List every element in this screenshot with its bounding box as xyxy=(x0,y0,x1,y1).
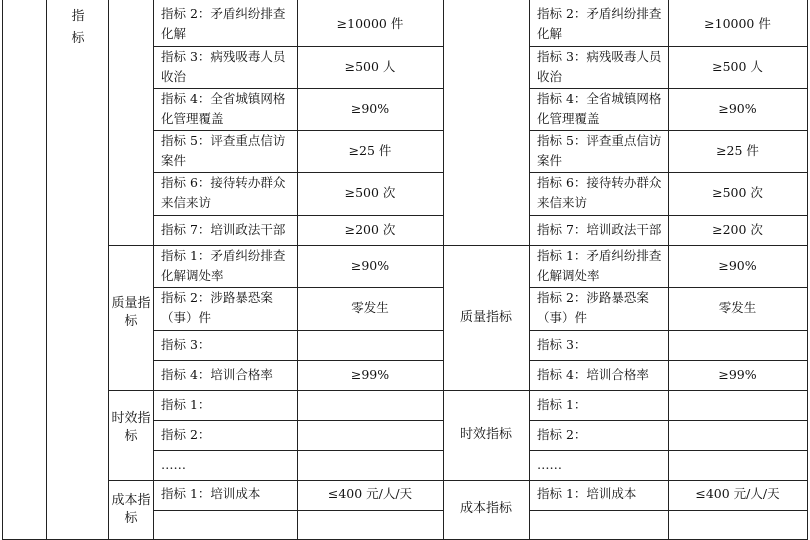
right-cost-label: 指标 1：培训成本 xyxy=(537,486,637,501)
left-quality-label: 指标 2：涉路暴恐案（事）件 xyxy=(161,290,273,325)
left-quality-value: ≥99% xyxy=(350,367,390,382)
left-cost-category: 成本指标 xyxy=(111,493,151,526)
indicator-column-heading: 指标 xyxy=(71,9,85,46)
left-output-label: 指标 7：培训政法干部 xyxy=(161,222,286,237)
left-output-value: ≥25 件 xyxy=(348,143,392,158)
right-cost-category: 成本指标 xyxy=(459,501,512,516)
column-divider xyxy=(443,0,444,540)
left-output-label: 指标 5：评查重点信访案件 xyxy=(161,133,286,168)
right-quality-value: ≥99% xyxy=(718,367,757,382)
right-output-label: 指标 2：矛盾纠纷排查化解 xyxy=(537,6,662,41)
row-divider xyxy=(529,215,807,216)
left-quality-label: 指标 1：矛盾纠纷排查化解调处率 xyxy=(161,248,286,283)
left-quality-value: 零发生 xyxy=(351,300,389,315)
left-quality-label: 指标 3： xyxy=(161,337,211,352)
column-divider xyxy=(153,0,154,540)
left-output-value: ≥90% xyxy=(350,101,390,116)
left-timeliness-category: 时效指标 xyxy=(111,411,151,444)
right-timeliness-category: 时效指标 xyxy=(459,427,512,442)
left-output-value: ≥200 次 xyxy=(344,222,396,237)
right-quality-category: 质量指标 xyxy=(459,310,512,325)
group-divider xyxy=(108,480,443,481)
left-timeliness-label: …… xyxy=(161,457,186,472)
group-divider xyxy=(443,390,807,391)
right-output-value: ≥500 人 xyxy=(712,59,763,74)
left-timeliness-label: 指标 2： xyxy=(161,427,211,442)
row-divider xyxy=(153,420,443,421)
row-divider xyxy=(529,510,807,511)
left-cost-value: ≤400 元/人/天 xyxy=(327,486,413,501)
right-quality-label: 指标 1：矛盾纠纷排查化解调处率 xyxy=(537,248,662,283)
left-quality-label: 指标 4：培训合格率 xyxy=(161,367,273,382)
left-output-value: ≥500 次 xyxy=(344,185,396,200)
row-divider xyxy=(153,360,443,361)
right-quality-value: 零发生 xyxy=(718,300,757,315)
right-output-label: 指标 4：全省城镇网格化管理覆盖 xyxy=(537,91,662,126)
row-divider xyxy=(529,360,807,361)
row-divider xyxy=(153,215,443,216)
left-output-label: 指标 6：接待转办群众来信来访 xyxy=(161,175,286,210)
right-output-label: 指标 5：评查重点信访案件 xyxy=(537,133,662,168)
right-output-value: ≥500 次 xyxy=(712,185,763,200)
left-timeliness-label: 指标 1： xyxy=(161,397,211,412)
right-output-value: ≥200 次 xyxy=(712,222,763,237)
left-output-label: 指标 3：病残吸毒人员收治 xyxy=(161,49,286,84)
row-divider xyxy=(153,510,443,511)
row-divider xyxy=(153,330,443,331)
left-output-value: ≥10000 件 xyxy=(336,16,404,31)
right-quality-label: 指标 4：培训合格率 xyxy=(537,367,649,382)
left-output-label: 指标 4：全省城镇网格化管理覆盖 xyxy=(161,91,286,126)
row-divider xyxy=(529,420,807,421)
left-cost-label: 指标 1：培训成本 xyxy=(161,486,261,501)
right-timeliness-label: …… xyxy=(537,457,562,472)
right-output-value: ≥90% xyxy=(718,101,757,116)
column-divider xyxy=(108,0,109,540)
table-border-left xyxy=(2,0,3,540)
right-output-label: 指标 6：接待转办群众来信来访 xyxy=(537,175,662,210)
column-divider xyxy=(529,0,530,540)
row-divider xyxy=(297,46,443,47)
right-quality-label: 指标 2：涉路暴恐案（事）件 xyxy=(537,290,649,325)
right-cost-value: ≤400 元/人/天 xyxy=(695,486,780,501)
right-output-label: 指标 3：病残吸毒人员收治 xyxy=(537,49,662,84)
left-output-label: 指标 2：矛盾纠纷排查化解 xyxy=(161,6,286,41)
right-output-value: ≥10000 件 xyxy=(704,16,771,31)
table-border-right xyxy=(807,0,808,540)
right-timeliness-label: 指标 2： xyxy=(537,427,587,442)
right-timeliness-label: 指标 1： xyxy=(537,397,587,412)
left-quality-value: ≥90% xyxy=(350,258,390,273)
right-output-label: 指标 7：培训政法干部 xyxy=(537,222,662,237)
right-quality-value: ≥90% xyxy=(718,258,757,273)
row-divider xyxy=(529,450,807,451)
column-divider xyxy=(46,0,47,540)
group-divider xyxy=(443,480,807,481)
right-output-value: ≥25 件 xyxy=(716,143,759,158)
row-divider xyxy=(153,450,443,451)
right-quality-label: 指标 3： xyxy=(537,337,587,352)
group-divider xyxy=(108,390,443,391)
row-divider xyxy=(529,330,807,331)
left-output-value: ≥500 人 xyxy=(344,59,396,74)
left-quality-category: 质量指标 xyxy=(111,296,151,329)
